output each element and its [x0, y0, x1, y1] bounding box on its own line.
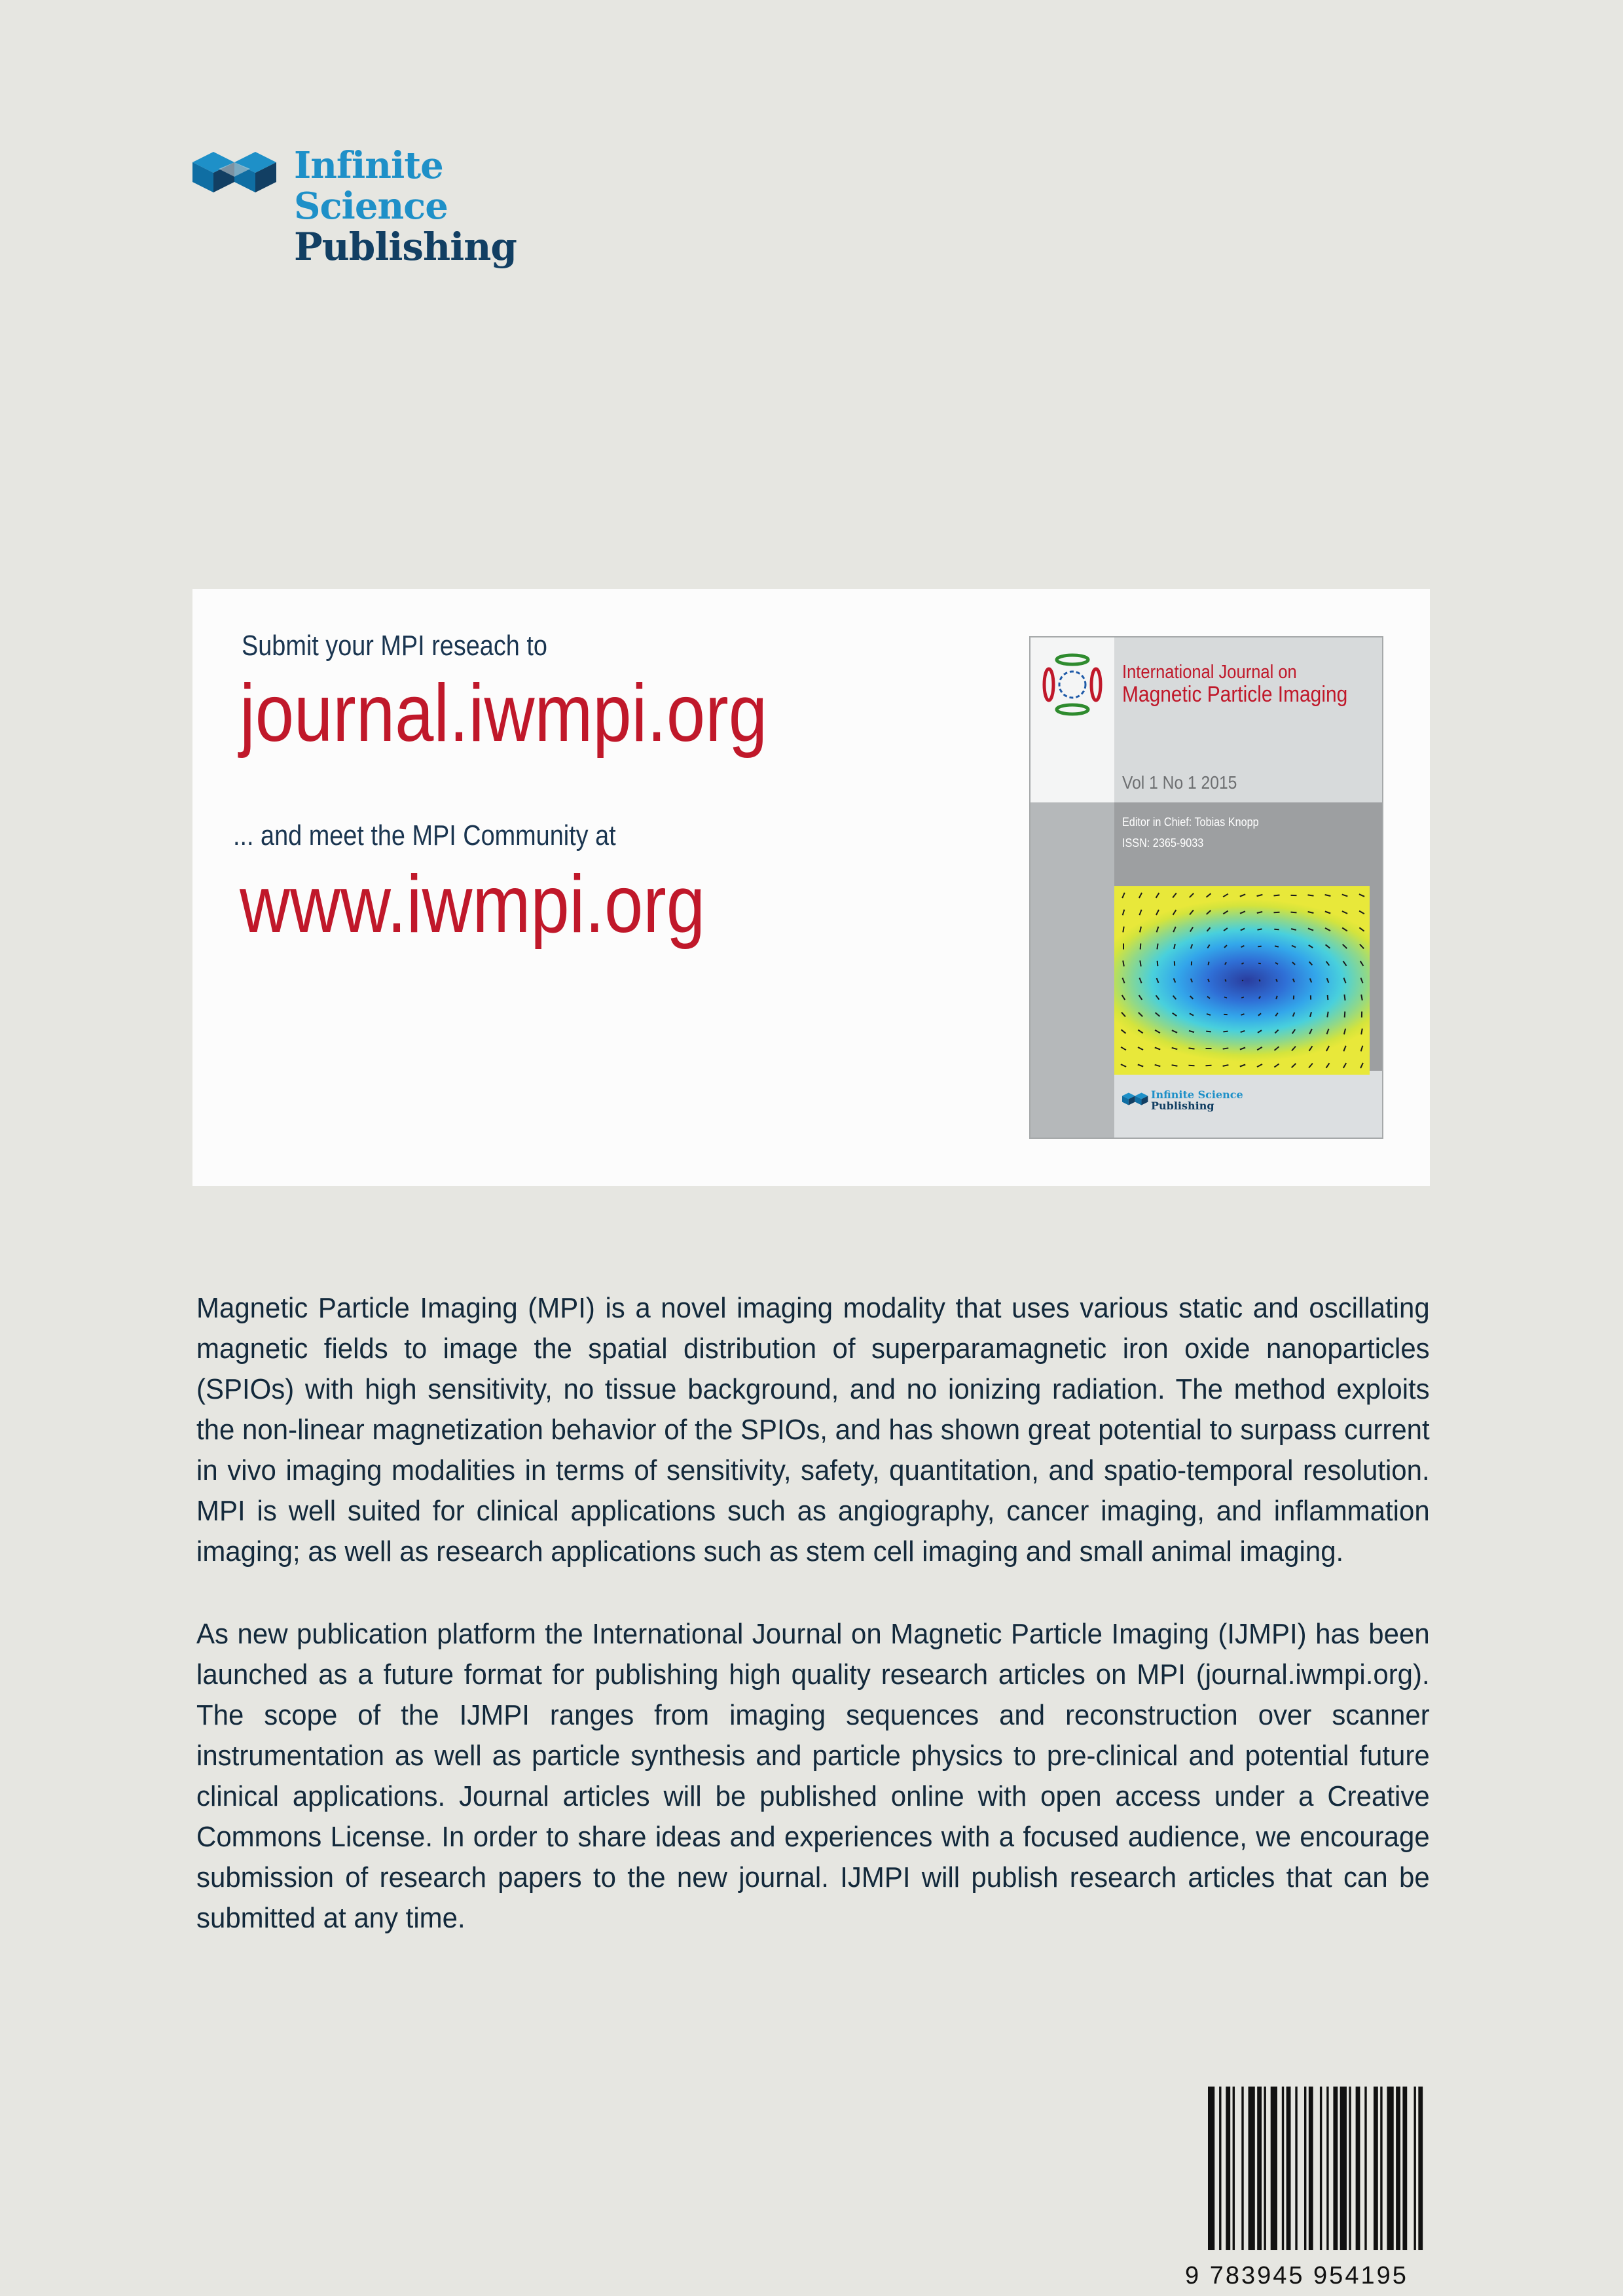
cover-publisher-line2: Publishing — [1151, 1100, 1214, 1112]
cover-title-line1: International Journal on — [1122, 662, 1297, 683]
publisher-name-line2: Publishing — [294, 224, 517, 269]
publisher-name-line1: Infinite Science — [294, 144, 448, 228]
community-url-link[interactable]: www.iwmpi.org — [240, 859, 706, 950]
cover-publisher-logo — [1122, 1086, 1266, 1119]
promo-panel — [192, 589, 1430, 1186]
submit-label: Submit your MPI reseach to — [242, 630, 547, 662]
cover-title — [1122, 661, 1347, 706]
publisher-logo — [192, 144, 559, 269]
cover-volume: Vol 1 No 1 2015 — [1122, 772, 1237, 793]
journal-url-link[interactable]: journal.iwmpi.org — [240, 668, 768, 759]
cover-title-line2: Magnetic Particle Imaging — [1122, 682, 1348, 707]
cover-issn: ISSN: 2365-9033 — [1122, 836, 1204, 850]
description-paragraph-1 — [196, 1288, 1430, 1572]
isbn-number: 9 783945 954195 — [1185, 2262, 1408, 2289]
description-text-2: As new publication platform the International Journal on Magnetic Particle Imaging (IJMPI) has been launched as a future format for publishing high quality research articles on MPI (journal.iwmpi.org). The scope of the IJMPI ranges from imaging sequences and reconstruction over scanner instrumentation as well as particle synthesis and particle physics to pre-clinical and potential future clinical applications. Journal articles will be published online with open access under a Creative Commons License. In order to share ideas and experiences with a focused audience, we encourage submission of research papers to the new journal. IJMPI will publish research articles that can be submitted at any time. — [196, 1619, 1430, 1934]
description-text-1: Magnetic Particle Imaging (MPI) is a novel imaging modality that uses various static and oscillating magnetic fields to image the spatial distribution of superparamagnetic iron oxide nanoparticles (SPIOs) with high sensitivity, no tissue background, and no ionizing radiation. The method exploits the non-linear magnetization behavior of the SPIOs, and has shown great potential to surpass current in vivo imaging modalities in terms of sensitivity, safety, quantitation, and spatio-temporal resolution. MPI is well suited for clinical applications such as angiography, cancer imaging, and inflammation imaging; as well as research applications such as stem cell imaging and small animal imaging. — [196, 1293, 1430, 1568]
journal-emblem-icon — [1042, 652, 1103, 717]
cover-field-figure — [1114, 886, 1370, 1075]
cover-editor: Editor in Chief: Tobias Knopp — [1122, 816, 1259, 829]
journal-cover-image — [1029, 636, 1383, 1139]
cover-publisher-cube-icon — [1122, 1092, 1148, 1106]
isbn-barcode — [1208, 2087, 1427, 2250]
community-label: ... and meet the MPI Community at — [233, 819, 616, 852]
publisher-cube-icon — [192, 149, 278, 195]
description-paragraph-2 — [196, 1614, 1430, 1939]
cover-publisher-line1: Infinite Science — [1151, 1088, 1243, 1101]
